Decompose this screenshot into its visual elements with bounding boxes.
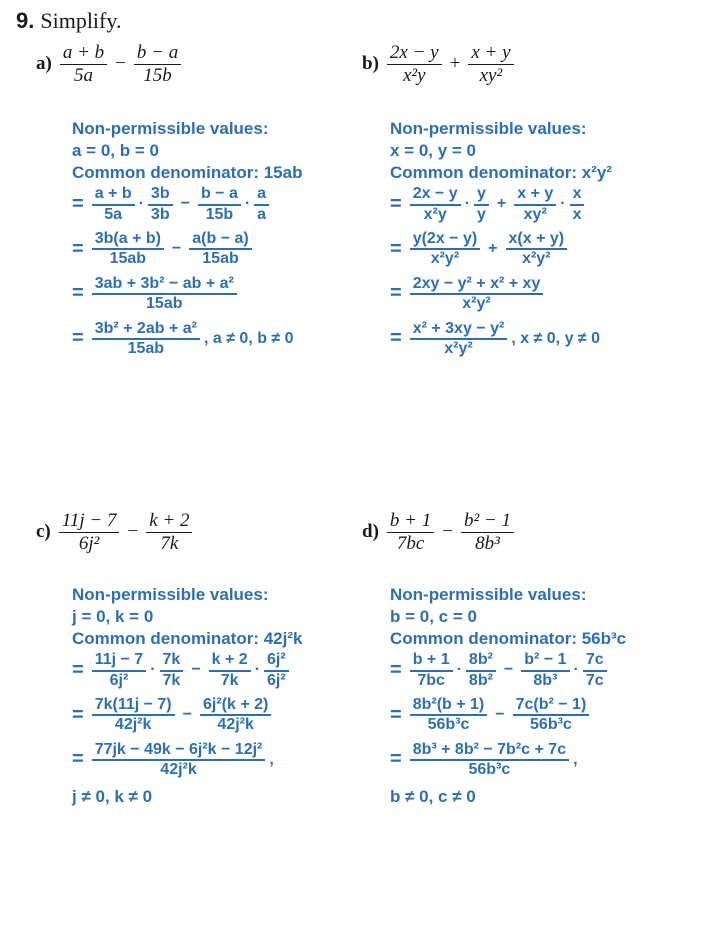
- common-denominator: Common denominator: 15ab: [72, 162, 303, 182]
- npv-label: Non-permissible values:: [72, 119, 269, 138]
- operator: −: [115, 53, 126, 75]
- solution-step: = $\frac{7k(11j - 7)}{\text{42j²k}}$ − $\frac{\text{6j²(k + 2)}}{\text{42j²k}}$: [72, 696, 302, 735]
- restriction: b ≠ 0, c ≠ 0: [390, 786, 476, 806]
- restriction: , a ≠ 0, b ≠ 0: [203, 329, 294, 347]
- npv-values: b = 0, c = 0: [390, 606, 477, 626]
- solution-step: = $\frac{\text{8b²(b + 1)}}{\text{56b³c}}$ − $\frac{\text{7c(b² − 1)}}{\text{56b³c}}$: [390, 696, 626, 735]
- solution-a: [72, 118, 302, 364]
- restriction-comma: ,: [269, 750, 274, 768]
- fraction: $\frac{k + 2}{7k}$: [146, 510, 192, 555]
- npv-label: Non-permissible values:: [72, 585, 269, 604]
- solution-step: = $\frac{b + 1}{7bc}$ · $\frac{\text{8b²}}{\text{8b²}}$ − $\frac{\text{b² − 1}}{\text{8b³}}$ · $\frac{7c}{7c}$: [390, 651, 626, 690]
- question-d: [362, 510, 518, 555]
- part-label-c: c): [36, 521, 51, 543]
- solution-final: = $\frac{\text{8b³ + 8b² − 7b²c + 7c}}{\text{56b³c}}$ ,: [390, 740, 578, 779]
- common-denominator: Common denominator: x²y²: [390, 162, 612, 182]
- problem-title: Simplify.: [40, 8, 122, 33]
- restriction-comma: ,: [573, 750, 578, 768]
- solution-step: = $\frac{a + b}{5a}$ · $\frac{3b}{3b}$ − $\frac{b - a}{15b}$ · $\frac{a}{a}$: [72, 185, 302, 224]
- solution-step: = $\frac{\text{3ab + 3b² − ab + a²}}{15ab}$: [72, 275, 302, 314]
- question-a: [36, 42, 185, 87]
- part-label-d: d): [362, 521, 379, 543]
- solution-final: = $\frac{\text{77jk − 49k − 6j²k − 12j²}}{\text{42j²k}}$ ,: [72, 740, 274, 779]
- solution-final: = $\frac{\text{3b² + 2ab + a²}}{15ab}$ , a ≠ 0, b ≠ 0: [72, 319, 294, 357]
- solution-step: = $\frac{y(2x - y)}{\text{x²y²}}$ + $\frac{x(x + y)}{\text{x²y²}}$: [390, 230, 612, 269]
- common-denominator: Common denominator: 42j²k: [72, 628, 303, 648]
- problem-number: 9.: [16, 8, 35, 33]
- part-label-a: a): [36, 53, 52, 75]
- fraction: $\frac{a + b}{5a}$: [60, 42, 107, 87]
- npv-label: Non-permissible values:: [390, 585, 587, 604]
- solution-step: = $\frac{2x - y}{\text{x²y}}$ · $\frac{y}{y}$ + $\frac{x + y}{\text{xy²}}$ · $\frac{x}{x}$: [390, 185, 612, 224]
- solution-d: [390, 584, 626, 807]
- npv-values: j = 0, k = 0: [72, 606, 154, 626]
- question-c: [36, 510, 196, 555]
- common-denominator: Common denominator: 56b³c: [390, 628, 627, 648]
- restriction: j ≠ 0, k ≠ 0: [72, 786, 153, 806]
- problem-header: [16, 8, 121, 34]
- fraction: $\frac{\text{b² − 1}}{\text{8b³}}$: [461, 510, 514, 555]
- part-label-b: b): [362, 53, 379, 75]
- solution-step: = $\frac{3b(a + b)}{15ab}$ − $\frac{a(b - a)}{15ab}$: [72, 230, 302, 269]
- npv-values: x = 0, y = 0: [390, 140, 477, 160]
- question-b: [362, 42, 518, 87]
- fraction: $\frac{b + 1}{7bc}$: [387, 510, 434, 555]
- npv-values: a = 0, b = 0: [72, 140, 159, 160]
- fraction: $\frac{x + y}{\text{xy²}}$: [468, 42, 513, 87]
- operator: −: [127, 521, 139, 543]
- solution-step: = $\frac{11j - 7}{\text{6j²}}$ · $\frac{7k}{7k}$ − $\frac{k + 2}{7k}$ · $\frac{\text{6j²}}{\text{6j²}}$: [72, 651, 302, 690]
- solution-b: [390, 118, 612, 364]
- fraction: $\frac{11j - 7}{\text{6j²}}$: [59, 510, 120, 555]
- solution-final: = $\frac{\text{x² + 3xy − y²}}{\text{x²y²}}$ , x ≠ 0, y ≠ 0: [390, 319, 601, 357]
- solution-step: = $\frac{\text{2xy − y² + x² + xy}}{\text{x²y²}}$: [390, 275, 612, 314]
- fraction: $\frac{2x - y}{\text{x²y}}$: [387, 42, 442, 87]
- solution-c: [72, 584, 302, 807]
- restriction: , x ≠ 0, y ≠ 0: [511, 329, 601, 347]
- fraction: $\frac{b - a}{15b}$: [134, 42, 181, 87]
- operator: −: [442, 521, 453, 543]
- operator: +: [449, 53, 461, 75]
- npv-label: Non-permissible values:: [390, 119, 587, 138]
